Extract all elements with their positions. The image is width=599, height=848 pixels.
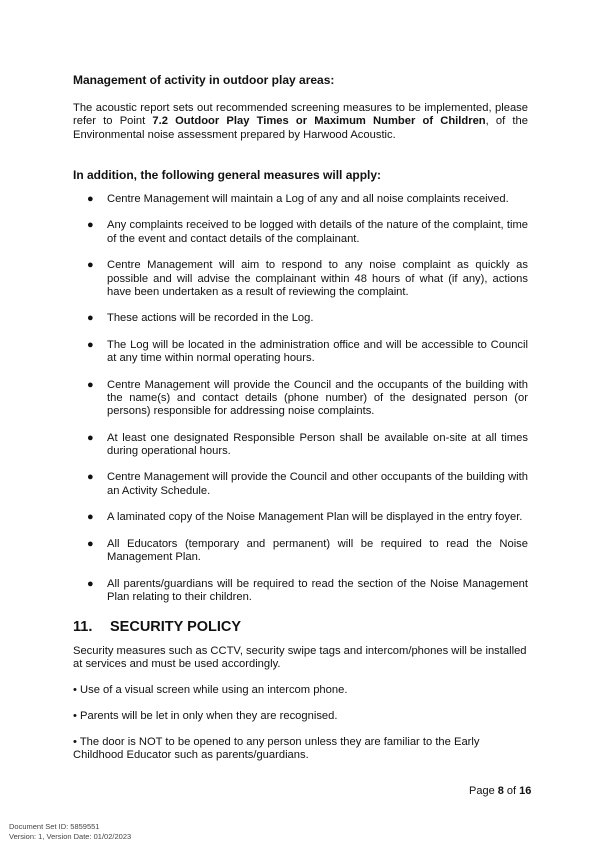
- security-policy-heading: [73, 618, 241, 636]
- list-item-text: Any complaints received to be logged with details of the nature of the complaint, time of the event and contact details of the complainant.: [107, 219, 528, 245]
- page-number-middle: of: [503, 785, 520, 797]
- list-item-text: All parents/guardians will be required to read the section of the Noise Management Plan relating to their children.: [107, 577, 528, 603]
- list-item-text: A laminated copy of the Noise Management Plan will be displayed in the entry foyer.: [107, 511, 523, 524]
- list-item-text: Centre Management will provide the Council and other occupants of the building with an Activity Schedule.: [107, 471, 528, 497]
- page-number: [469, 785, 531, 797]
- page-number-current: 8: [497, 785, 504, 797]
- bullet-icon: ●: [87, 577, 94, 590]
- page-number-prefix: Page: [469, 785, 498, 797]
- list-item: [73, 193, 528, 206]
- list-item: [73, 578, 528, 605]
- acoustic-paragraph-text-b: , of the Environmental noise assessment prepared by Harwood Acoustic.: [73, 115, 528, 141]
- list-item: [73, 432, 528, 459]
- bullet-icon: ●: [87, 511, 94, 524]
- list-item-text: Centre Management will maintain a Log of any and all noise complaints received.: [107, 193, 509, 205]
- list-item-text: These actions will be recorded in the Log.: [107, 312, 314, 325]
- general-measures-heading: In addition, the following general measures will apply:: [73, 168, 382, 182]
- list-item: [73, 219, 528, 246]
- list-item-text: Centre Management will aim to respond to any noise complaint as quickly as possible and will advise the complainant within 48 hours of what (if any), actions have been undertaken as a result of reviewing the complaint.: [107, 259, 528, 298]
- list-item: [73, 379, 528, 419]
- security-point-visual-screen: • Use of a visual screen while using an intercom phone.: [73, 684, 348, 696]
- footer-document-set-id: Document Set ID: 5859551: [9, 822, 100, 831]
- security-point-parents-recognised: • Parents will be let in only when they are recognised.: [73, 710, 338, 722]
- general-measures-list: [73, 193, 528, 617]
- acoustic-paragraph-reference: 7.2 Outdoor Play Times or Maximum Number of Children: [152, 115, 486, 128]
- acoustic-paragraph-text-a: The acoustic report sets out recommended screening measures to be implemented, please refer to Point: [73, 102, 528, 128]
- page-number-total: 16: [519, 785, 532, 797]
- bullet-icon: ●: [87, 259, 94, 272]
- security-point-door-policy: • The door is NOT to be opened to any person unless they are familiar to the Early Childhood Educator such as parents/guardians.: [73, 736, 480, 762]
- list-item: [73, 312, 528, 325]
- bullet-icon: ●: [87, 312, 94, 325]
- document-footer: [9, 822, 131, 842]
- bullet-icon: ●: [87, 537, 94, 550]
- section-number: 11.: [73, 619, 93, 635]
- list-item: [73, 538, 528, 565]
- bullet-icon: ●: [87, 219, 94, 232]
- bullet-icon: ●: [87, 378, 94, 391]
- security-intro-paragraph: Security measures such as CCTV, security swipe tags and intercom/phones will be installed at services and must be used accordingly.: [73, 645, 527, 671]
- list-item-text: Centre Management will provide the Council and the occupants of the building with the name(s) and contact details (phone number) of the designated person (or persons) responsible for addressing noise complaints.: [107, 378, 528, 418]
- list-item: [73, 259, 528, 299]
- bullet-icon: ●: [87, 193, 94, 205]
- outdoor-activity-heading: Management of activity in outdoor play areas:: [73, 73, 335, 87]
- list-item-text: At least one designated Responsible Person shall be available on-site at all times during operational hours.: [107, 431, 528, 457]
- bullet-icon: ●: [87, 338, 94, 351]
- bullet-icon: ●: [87, 431, 94, 444]
- list-item-text: The Log will be located in the administration office and will be accessible to Council at any time within normal operating hours.: [107, 338, 528, 365]
- acoustic-report-paragraph: [73, 102, 528, 142]
- list-item: [73, 511, 528, 524]
- section-title: SECURITY POLICY: [110, 619, 242, 635]
- list-item: [73, 471, 528, 498]
- footer-version: Version: 1, Version Date: 01/02/2023: [9, 832, 132, 841]
- bullet-icon: ●: [87, 471, 94, 484]
- list-item: [73, 339, 528, 366]
- list-item-text: All Educators (temporary and permanent) will be required to read the Noise Management Plan.: [107, 537, 528, 564]
